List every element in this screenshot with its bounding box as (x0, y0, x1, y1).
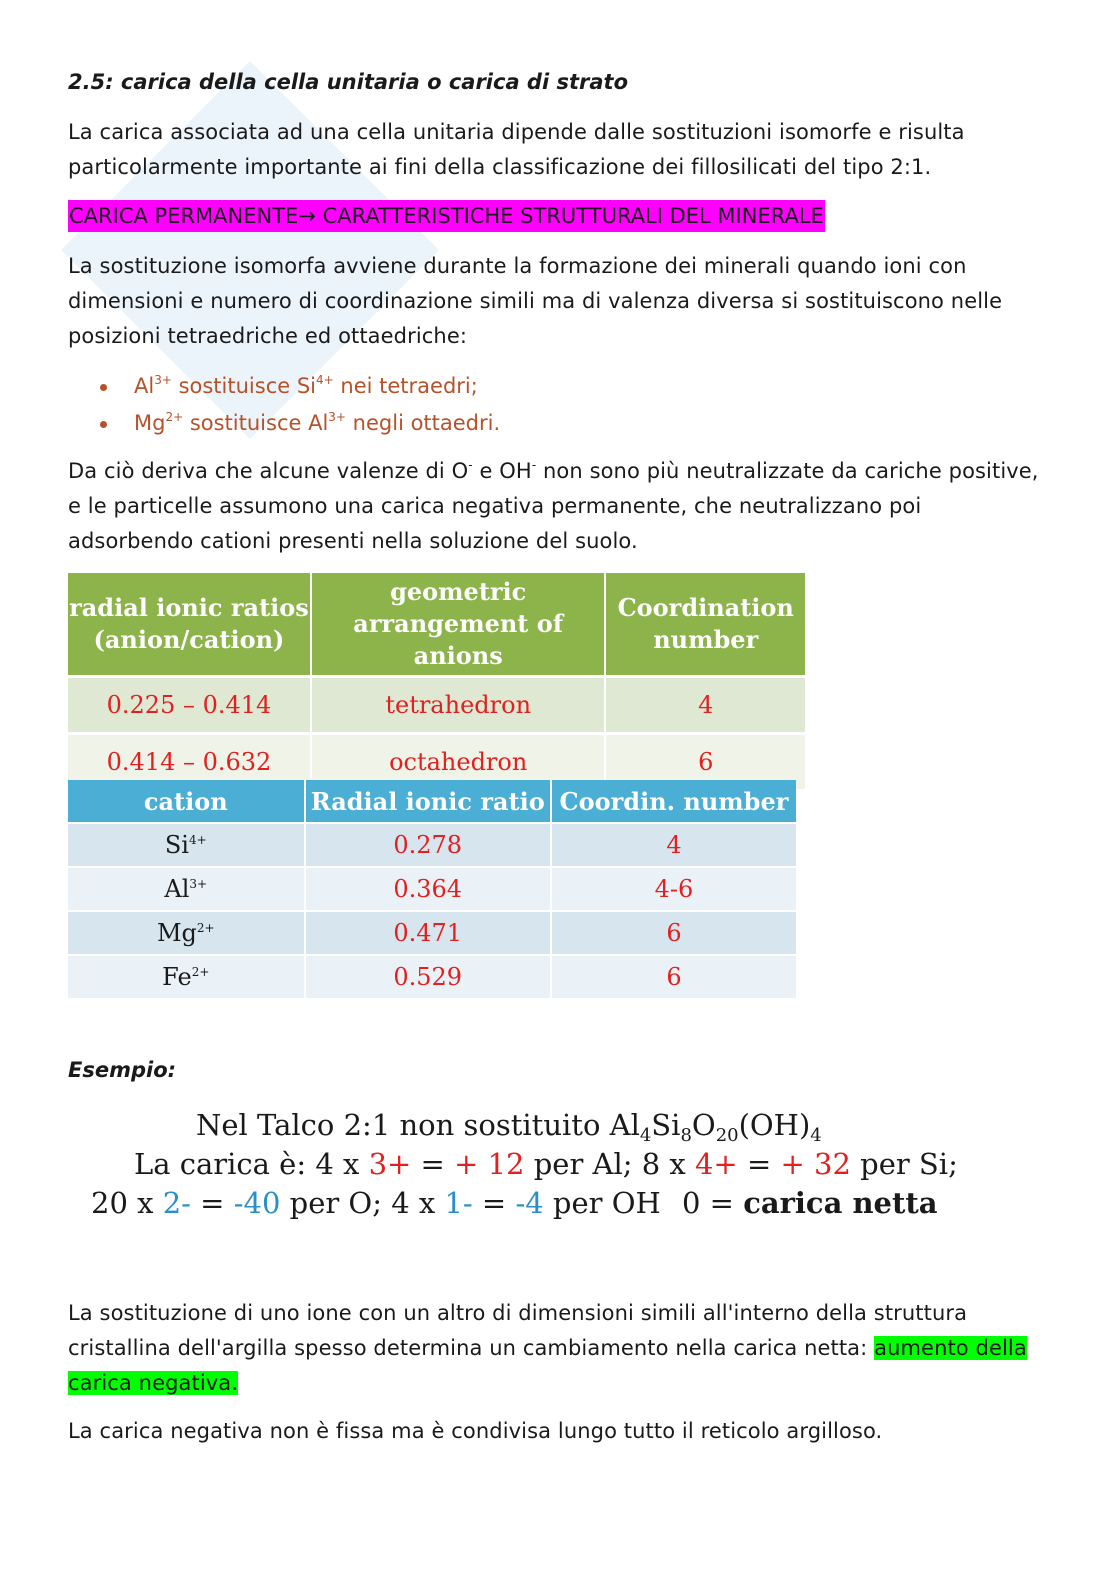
radial-ratio-table (68, 573, 805, 789)
table-header: radial ionic ratios (anion/cation) (68, 573, 311, 677)
table-row: $Al^{3+}$ 0.364 4-6 (68, 867, 796, 911)
bullet-dot-icon (100, 384, 107, 391)
formula-line-3: 20 x 2- = -40 per O; 4 x 1- = -4 per OH (91, 1186, 661, 1220)
table-row: $Fe^{2+}$ 0.529 6 (68, 955, 796, 998)
highlight-permanent-charge: CARICA PERMANENTE→ CARATTERISTICHE STRUTTURALI DEL MINERALE (68, 200, 825, 232)
table-row: 0.225 – 0.414 tetrahedron 4 (68, 677, 805, 734)
table-header: Radial ionic ratio (305, 780, 551, 823)
formula-line-1: Nel Talco 2:1 non sostituito $Al_4Si_8O_{20}(OH)_4$ (196, 1108, 822, 1146)
list-item: $Al^{3+}$ sostituisce $Si^{4+}$ nei tetraedri; (100, 368, 500, 405)
paragraph-intro: La carica associata ad una cella unitaria dipende dalle sostituzioni isomorfe e risulta particolarmente importante ai fini della classificazione dei fillosilicati del tipo 2:1. (68, 120, 965, 179)
formula-line-2: La carica è: 4 x 3+ = + 12 per Al; 8 x 4+ = + 32 per Si; (134, 1147, 958, 1181)
cation-table (68, 780, 796, 998)
table-row: $Mg^{2+}$ 0.471 6 (68, 911, 796, 955)
paragraph-substitution-effect: La sostituzione di uno ione con un altro di dimensioni simili all'interno della struttura cristallina dell'argilla spesso determina un cambiamento nella carica netta: aumento della carica negativa. (68, 1301, 1027, 1395)
example-label: Esempio: (68, 1058, 177, 1082)
table-header: Coordin. number (551, 780, 796, 823)
table-header: geometric arrangement of anions (311, 573, 606, 677)
list-item: $Mg^{2+}$ sostituisce $Al^{3+}$ negli ottaedri. (100, 405, 500, 442)
paragraph-negative-charge: Da ciò deriva che alcune valenze di O- e OH- non sono più neutralizzate da cariche positive, e le particelle assumono una carica negativa permanente, che neutralizzano poi adsorbendo cationi presenti nella soluzione del suolo. (68, 458, 1039, 553)
substitution-list (100, 368, 500, 442)
highlight-negative-increase: aumento della carica negativa. (68, 1336, 1027, 1395)
paragraph-shared-charge: La carica negativa non è fissa ma è condivisa lungo tutto il reticolo argilloso. (68, 1419, 883, 1443)
table-header: Coordination number (605, 573, 805, 677)
table-header: cation (68, 780, 305, 823)
table-row: 0.414 – 0.632 octahedron 6 (68, 734, 805, 790)
section-heading: 2.5: carica della cella unitaria o carica di strato (68, 70, 628, 94)
bullet-dot-icon (100, 421, 107, 428)
paragraph-isomorphic-substitution: La sostituzione isomorfa avviene durante la formazione dei minerali quando ioni con dimensioni e numero di coordinazione simili ma di valenza diversa si sostituiscono nelle posizioni tetraedriche ed ottaedriche: (68, 254, 1003, 348)
table-row: $Si^{4+}$ 0.278 4 (68, 823, 796, 867)
formula-net-charge: 0 = carica netta (682, 1186, 938, 1220)
